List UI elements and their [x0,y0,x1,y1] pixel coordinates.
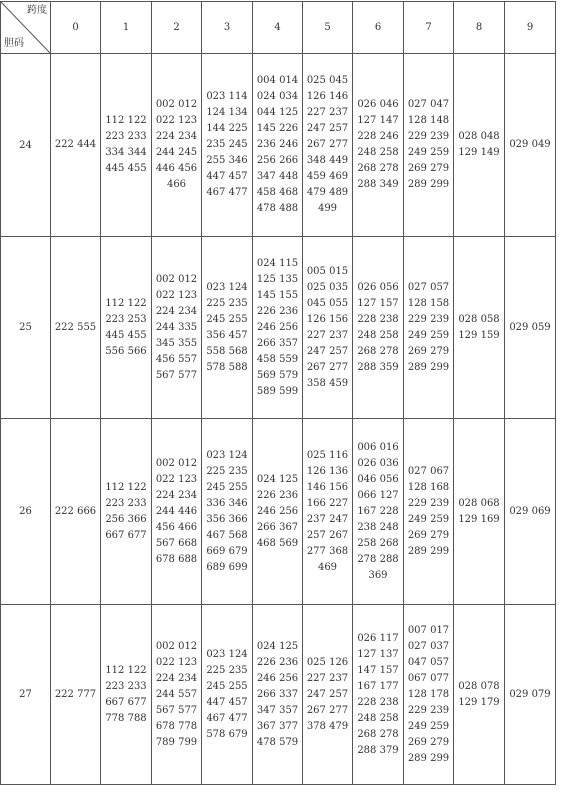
combination-cell [51,54,101,237]
combination-table [0,1,556,785]
combination-table-page [0,1,555,784]
combination-line: 567 577 [155,369,198,381]
combination-line: 458 468 [256,187,299,198]
combination-line: 228 238 [357,696,399,708]
combination-line: 358 459 [306,377,349,389]
combination-cell [404,237,454,419]
combination-line: 589 599 [256,385,299,397]
combination-line: 289 299 [407,752,450,764]
combination-line: 558 568 [206,345,248,357]
combination-cell [51,419,101,605]
combination-cell [253,237,303,419]
combination-line: 002 012 [155,457,198,469]
combination-line: 237 247 [306,513,349,525]
table-row [1,419,556,605]
combination-line: 689 699 [206,561,248,573]
combination-line: 245 255 [206,481,248,493]
combination-line: 267 277 [306,361,349,373]
combination-line: 024 125 [256,473,299,485]
combination-line: 225 235 [206,664,248,676]
combination-line: 468 569 [256,537,299,549]
combination-line: 277 368 [306,545,349,557]
combination-line: 126 136 [306,465,349,477]
combination-line: 336 346 [206,497,248,509]
corner-header-cell [1,2,51,54]
combination-cell [101,419,152,605]
combination-line: 227 237 [306,672,349,684]
combination-line: 267 277 [306,704,349,716]
combination-line: 248 258 [357,329,399,341]
combination-line: 027 057 [407,281,450,293]
combination-cell [101,605,152,785]
combination-line: 147 157 [357,664,399,676]
combination-line: 022 123 [155,115,198,126]
combination-line: 025 045 [306,75,349,86]
combination-line: 235 245 [206,139,248,150]
combination-line: 026 117 [357,632,399,644]
combination-cell [152,605,202,785]
combination-line: 567 668 [155,537,198,549]
combination-line: 268 278 [357,163,399,174]
combination-cell [505,237,556,419]
combination-line: 222 444 [54,139,97,150]
column-header: 2 [152,2,202,54]
column-header: 6 [353,2,404,54]
combination-line: 112 122 [105,115,147,126]
combination-line: 466 [166,179,187,190]
combination-cell [404,54,454,237]
combination-cell [353,419,404,605]
table-body [1,54,556,785]
combination-line: 112 122 [105,664,147,676]
column-header: 4 [253,2,303,54]
combination-line: 028 048 [458,131,500,142]
header-row [1,2,556,54]
combination-cell [253,605,303,785]
combination-line: 027 037 [407,640,450,652]
combination-line: 247 257 [306,688,349,700]
combination-line: 224 234 [155,489,198,501]
combination-line: 269 279 [407,345,450,357]
combination-line: 029 069 [509,505,551,517]
combination-cell [353,605,404,785]
combination-line: 244 557 [155,688,198,700]
combination-line: 289 299 [407,545,450,557]
combination-line: 112 122 [105,297,147,309]
combination-cell [101,54,152,237]
combination-line: 229 239 [407,313,450,325]
combination-line: 467 568 [206,529,248,541]
combination-line: 334 344 [105,147,147,158]
combination-line: 066 127 [357,489,399,501]
combination-line: 245 255 [206,680,248,692]
combination-line: 467 477 [206,187,248,198]
combination-cell [202,605,253,785]
combination-line: 446 456 [155,163,198,174]
combination-line: 027 067 [407,465,450,477]
combination-line: 567 577 [155,704,198,716]
combination-line: 244 335 [155,321,198,333]
column-header: 3 [202,2,253,54]
combination-line: 248 258 [357,712,399,724]
combination-cell [152,237,202,419]
combination-cell [404,605,454,785]
combination-line: 789 799 [155,736,198,748]
combination-line: 469 [317,561,338,573]
combination-line: 167 177 [357,680,399,692]
combination-line: 225 235 [206,297,248,309]
combination-line: 002 012 [155,99,198,110]
combination-line: 247 257 [306,123,349,134]
table-row [1,237,556,419]
combination-line: 024 034 [256,91,299,102]
combination-line: 228 246 [357,131,399,142]
combination-line: 024 125 [256,640,299,652]
combination-line: 223 233 [105,497,147,509]
combination-line: 023 124 [206,449,248,461]
combination-line: 227 237 [306,329,349,341]
combination-line: 369 [368,569,388,581]
column-header: 5 [303,2,353,54]
combination-cell [303,419,353,605]
combination-line: 667 677 [105,696,147,708]
combination-line: 023 124 [206,281,248,293]
combination-line: 223 233 [105,131,147,142]
bile-header-label: 胆码 [4,38,24,49]
combination-line: 356 366 [206,513,248,525]
combination-cell [454,605,505,785]
combination-line: 027 047 [407,99,450,110]
combination-line: 226 236 [256,489,299,501]
column-header: 9 [505,2,556,54]
combination-cell [202,237,253,419]
combination-line: 022 123 [155,289,198,301]
combination-line: 266 367 [256,521,299,533]
row-header-bile-digit: 25 [1,237,51,419]
combination-line: 228 238 [357,313,399,325]
combination-line: 026 046 [357,99,399,110]
combination-line: 256 366 [105,513,147,525]
combination-line: 126 156 [306,313,349,325]
combination-line: 023 124 [206,648,248,660]
combination-line: 222 666 [54,505,97,517]
combination-line: 249 259 [407,329,450,341]
combination-line: 255 346 [206,155,248,166]
combination-line: 249 259 [407,147,450,158]
combination-line: 167 228 [357,505,399,517]
combination-line: 244 446 [155,505,198,517]
combination-line: 478 579 [256,736,299,748]
combination-line: 127 137 [357,648,399,660]
combination-line: 067 077 [407,672,450,684]
combination-line: 268 278 [357,728,399,740]
combination-line: 024 115 [256,257,299,269]
combination-line: 128 158 [407,297,450,309]
combination-line: 266 337 [256,688,299,700]
combination-line: 126 146 [306,91,349,102]
combination-cell [303,54,353,237]
combination-line: 223 233 [105,680,147,692]
combination-cell [51,237,101,419]
table-row [1,605,556,785]
combination-line: 479 489 [306,187,349,198]
combination-line: 223 253 [105,313,147,325]
combination-line: 025 126 [306,656,349,668]
combination-line: 128 168 [407,481,450,493]
combination-line: 447 457 [206,696,248,708]
combination-line: 678 778 [155,720,198,732]
combination-line: 288 379 [357,744,399,756]
combination-line: 236 246 [256,139,299,150]
combination-cell [51,605,101,785]
combination-line: 002 012 [155,273,198,285]
combination-line: 028 058 [458,313,500,325]
combination-line: 467 477 [206,712,248,724]
combination-line: 005 015 [306,265,349,277]
combination-line: 166 227 [306,497,349,509]
combination-line: 022 123 [155,656,198,668]
combination-cell [101,237,152,419]
combination-line: 146 156 [306,481,349,493]
combination-line: 028 078 [458,680,500,692]
combination-cell [303,237,353,419]
combination-cell [454,419,505,605]
combination-line: 269 279 [407,736,450,748]
combination-line: 002 012 [155,640,198,652]
combination-cell [152,419,202,605]
combination-line: 129 159 [458,329,500,341]
combination-line: 025 035 [306,281,349,293]
combination-line: 129 169 [458,513,500,525]
combination-line: 289 299 [407,179,450,190]
combination-line: 127 157 [357,297,399,309]
combination-line: 025 116 [306,449,349,461]
combination-line: 345 355 [155,337,198,349]
combination-line: 378 479 [306,720,349,732]
combination-line: 269 279 [407,529,450,541]
combination-line: 029 059 [509,321,551,333]
combination-line: 044 125 [256,107,299,118]
combination-line: 288 359 [357,361,399,373]
combination-line: 023 114 [206,91,248,102]
combination-line: 225 235 [206,465,248,477]
combination-line: 128 148 [407,115,450,126]
combination-line: 258 268 [357,537,399,549]
combination-line: 145 226 [256,123,299,134]
combination-cell [253,54,303,237]
combination-line: 007 017 [407,624,450,636]
combination-line: 224 234 [155,672,198,684]
combination-line: 669 679 [206,545,248,557]
combination-cell [202,419,253,605]
combination-cell [152,54,202,237]
combination-line: 222 777 [54,688,97,700]
combination-line: 224 234 [155,131,198,142]
combination-line: 127 147 [357,115,399,126]
combination-line: 445 455 [105,163,147,174]
table-row [1,54,556,237]
combination-line: 004 014 [256,75,299,86]
combination-line: 288 349 [357,179,399,190]
combination-line: 347 357 [256,704,299,716]
combination-cell [353,237,404,419]
row-header-bile-digit: 26 [1,419,51,605]
combination-cell [454,237,505,419]
column-header: 0 [51,2,101,54]
combination-line: 456 557 [155,353,198,365]
row-header-bile-digit: 24 [1,54,51,237]
combination-line: 129 149 [458,147,500,158]
combination-line: 456 466 [155,521,198,533]
combination-line: 289 299 [407,361,450,373]
combination-line: 778 788 [105,712,147,724]
combination-line: 029 079 [509,688,551,700]
combination-line: 128 178 [407,688,450,700]
combination-cell [454,54,505,237]
combination-line: 249 259 [407,720,450,732]
combination-line: 125 135 [256,273,299,285]
combination-line: 244 245 [155,147,198,158]
combination-line: 267 277 [306,139,349,150]
combination-line: 459 469 [306,171,349,182]
combination-cell [505,605,556,785]
combination-line: 278 288 [357,553,399,565]
combination-line: 028 068 [458,497,500,509]
combination-line: 026 036 [357,457,399,469]
combination-line: 112 122 [105,481,147,493]
combination-line: 246 256 [256,505,299,517]
combination-line: 268 278 [357,345,399,357]
combination-line: 266 357 [256,337,299,349]
combination-line: 022 123 [155,473,198,485]
combination-cell [505,419,556,605]
combination-line: 246 256 [256,672,299,684]
combination-cell [303,605,353,785]
combination-line: 026 056 [357,281,399,293]
combination-line: 229 239 [407,704,450,716]
combination-line: 569 579 [256,369,299,381]
column-header: 8 [454,2,505,54]
combination-line: 257 267 [306,529,349,541]
combination-line: 667 677 [105,529,147,541]
column-header: 1 [101,2,152,54]
combination-line: 229 239 [407,497,450,509]
combination-line: 124 134 [206,107,248,118]
combination-cell [404,419,454,605]
combination-line: 245 255 [206,313,248,325]
combination-line: 046 056 [357,473,399,485]
column-header: 7 [404,2,454,54]
combination-line: 248 258 [357,147,399,158]
span-header-label: 跨度 [27,5,47,16]
combination-line: 678 688 [155,553,198,565]
combination-line: 029 049 [509,139,551,150]
combination-line: 145 155 [256,289,299,301]
combination-line: 447 457 [206,171,248,182]
combination-line: 356 457 [206,329,248,341]
combination-line: 045 055 [306,297,349,309]
combination-line: 226 236 [256,305,299,317]
combination-line: 478 488 [256,203,299,214]
combination-line: 224 234 [155,305,198,317]
combination-line: 348 449 [306,155,349,166]
combination-line: 144 225 [206,123,248,134]
combination-line: 367 377 [256,720,299,732]
combination-line: 256 266 [256,155,299,166]
combination-line: 249 259 [407,513,450,525]
row-header-bile-digit: 27 [1,605,51,785]
combination-cell [202,54,253,237]
combination-line: 226 236 [256,656,299,668]
combination-line: 006 016 [357,441,399,453]
combination-line: 458 559 [256,353,299,365]
combination-line: 222 555 [54,321,97,333]
combination-line: 445 455 [105,329,147,341]
combination-line: 578 679 [206,728,248,740]
combination-line: 247 257 [306,345,349,357]
combination-line: 229 239 [407,131,450,142]
combination-line: 047 057 [407,656,450,668]
combination-line: 269 279 [407,163,450,174]
combination-line: 246 256 [256,321,299,333]
combination-line: 499 [317,203,338,214]
combination-line: 578 588 [206,361,248,373]
combination-line: 129 179 [458,696,500,708]
combination-line: 556 566 [105,345,147,357]
combination-line: 238 248 [357,521,399,533]
combination-cell [505,54,556,237]
combination-line: 227 237 [306,107,349,118]
combination-cell [253,419,303,605]
combination-line: 347 448 [256,171,299,182]
combination-cell [353,54,404,237]
